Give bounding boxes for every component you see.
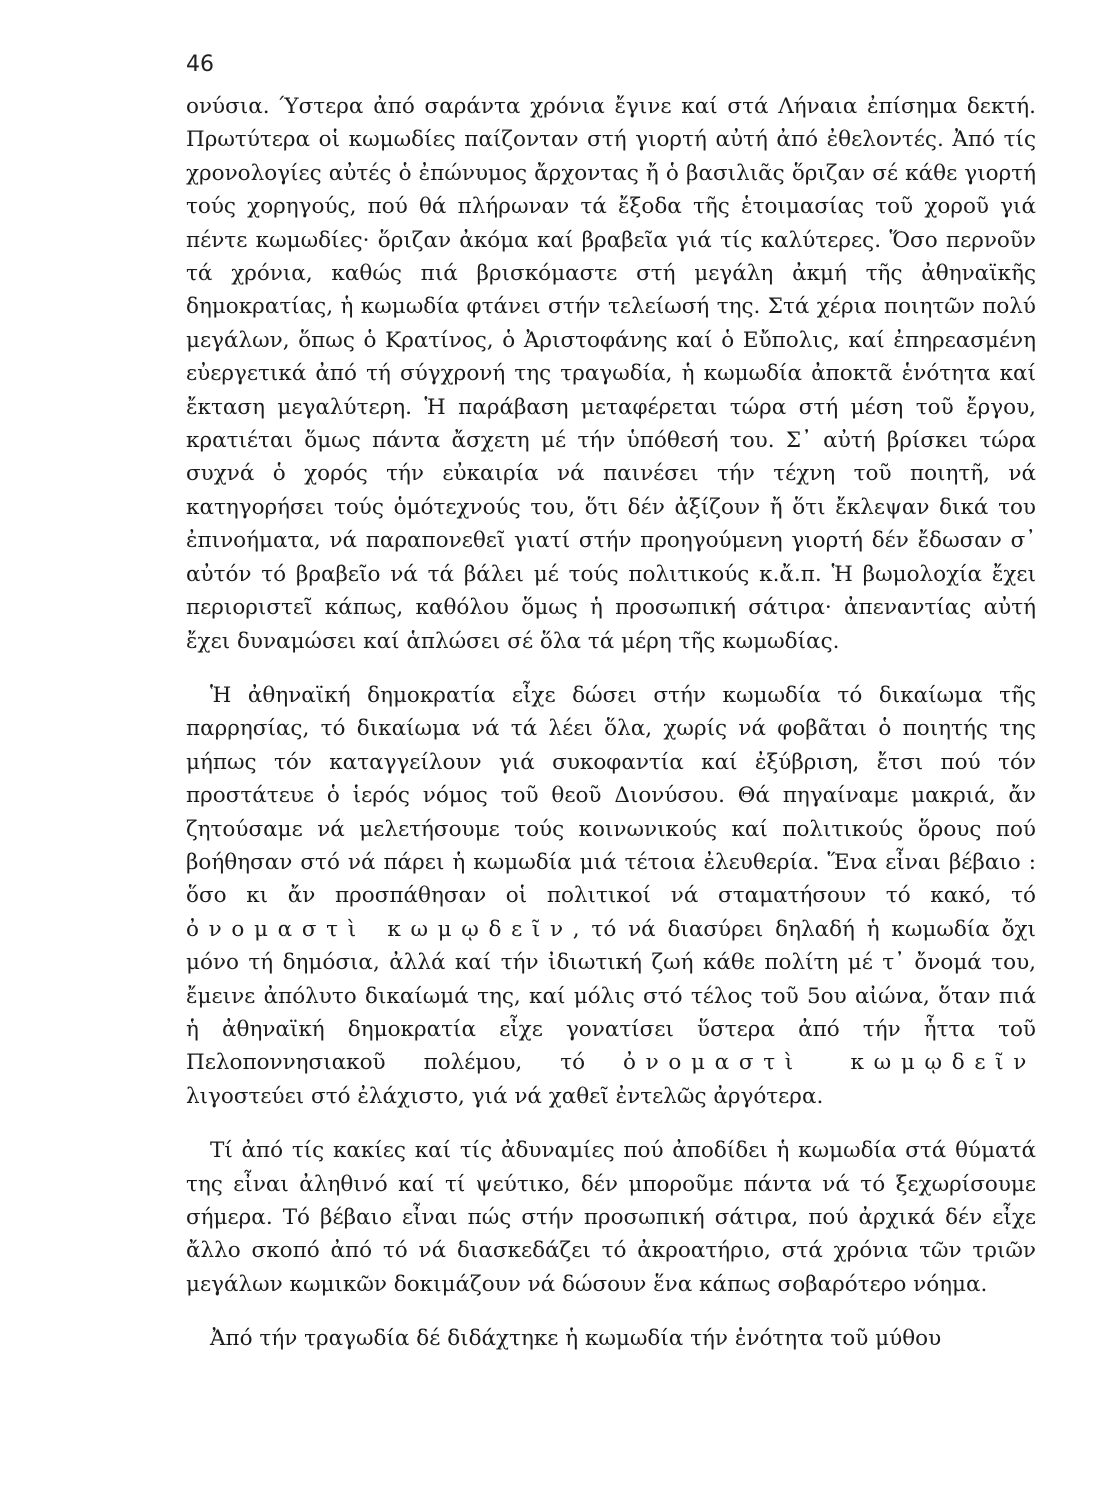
paragraph-3 (186, 1134, 1036, 1301)
text-body (186, 90, 1036, 1356)
paragraph-2-text-a: Ἡ ἀθηναϊκή δημοκρατία εἶχε δώσει στήν κωμωδία τό δικαίωμα τῆς παρρησίας, τό δικαίωμα νά τά λέει ὅλα, χωρίς νά φοβᾶται ὁ ποιητής της μήπως τόν καταγγείλουν γιά συκοφαντία καί ἐξύβριση, ἔτσι πού τόν προστάτευε ὁ ἱερός νόμος τοῦ θεοῦ Διονύσου. Θά πηγαίναμε μακριά, ἄν ζητούσαμε νά μελετήσουμε τούς κοινωνικούς καί πολιτικούς ὅρους πού βοήθησαν στό νά πάρει ἡ κωμωδία μιά τέτοια ἐλευθερία. Ἕνα εἶναι βέβαιο : ὅσο κι ἄν προσπάθησαν οἱ πολιτικοί νά σταματήσουν τό κακό, τό (186, 682, 1036, 909)
paragraph-3-text: Τί ἀπό τίς κακίες καί τίς ἀδυναμίες πού ἀποδίδει ἡ κωμωδία στά θύματά της εἶναι ἀληθινό καί τί ψεύτικο, δέν μποροῦμε πάντα νά τό ξεχωρίσουμε σήμερα. Τό βέβαιο εἶναι πώς στήν προσωπική σάτιρα, πού ἀρχικά δέν εἶχε ἄλλο σκοπό ἀπό τό νά διασκεδάζει τό ἀκροατήριο, στά χρόνια τῶν τριῶν μεγάλων κωμικῶν δοκιμάζουν νά δώσουν ἕνα κάπως σοβαρότερο νόημα. (186, 1138, 1036, 1297)
paragraph-2 (186, 679, 1036, 1113)
paragraph-1-text: ονύσια. Ύστερα ἀπό σαράντα χρόνια ἔγινε καί στά Λήναια ἐπίσημα δεκτή. Πρωτύτερα οἱ κωμωδίες παίζονταν στή γιορτή αὐτή ἀπό ἐθελοντές. Ἀπό τίς χρονολογίες αὐτές ὁ ἐπώνυμος ἄρχοντας ἤ ὁ βασιλιᾶς ὅριζαν σέ κάθε γιορτή τούς χορηγούς, πού θά πλήρωναν τά ἔξοδα τῆς ἑτοιμασίας τοῦ χοροῦ γιά πέντε κωμωδίες· ὅριζαν ἀκόμα καί βραβεῖα γιά τίς καλύτερες. Ὅσο περνοῦν τά χρόνια, καθώς πιά βρισκόμαστε στή μεγάλη ἀκμή τῆς ἀθηναϊκῆς δημοκρατίας, ἡ κωμωδία φτάνει στήν τελείωσή της. Στά χέρια ποιητῶν πολύ μεγάλων, ὅπως ὁ Κρατίνος, ὁ Ἀριστοφάνης καί ὁ Εὔπολις, καί ἐπηρεασμένη εὐεργετικά ἀπό τή σύγχρονή της τραγωδία, ἡ κωμωδία ἀποκτᾶ ἑνότητα καί ἔκταση μεγαλύτερη. Ἡ παράβαση μεταφέρεται τώρα στή μέση τοῦ ἔργου, κρατιέται ὅμως πάντα ἄσχετη μέ τήν ὑπόθεσή του. Σ᾽ αὐτή βρίσκει τώρα συχνά ὁ χορός τήν εὐκαιρία νά παινέσει τήν τέχνη τοῦ ποιητῆ, νά κατηγορήσει τούς ὁμότεχνούς του, ὅτι δέν ἀξίζουν ἤ ὅτι ἔκλεψαν δικά του ἐπινοήματα, νά παραπονεθεῖ γιατί στήν προηγούμενη γιορτή δέν ἔδωσαν σ᾽ αὐτόν τό βραβεῖο νά τά βάλει μέ τούς πολιτικούς κ.ἄ.π. Ἡ βωμολοχία ἔχει περιοριστεῖ κάπως, καθόλου ὅμως ἡ προσωπική σάτιρα· ἀπεναντίας αὐτή ἔχει δυναμώσει καί ἁπλώσει σέ ὅλα τά μέρη τῆς κωμωδίας. (186, 94, 1036, 654)
paragraph-2-text-c: λιγοστεύει στό ἐλάχιστο, γιά νά χαθεῖ ἐντελῶς ἀργότερα. (186, 1083, 824, 1109)
paragraph-2-text-b: , τό νά διασύρει δηλαδή ἡ κωμωδία ὄχι μόνο τή δημόσια, ἀλλά καί τήν ἰδιωτική ζωή κάθε πολίτη μέ τ᾽ ὄνομά του, ἔμεινε ἀπόλυτο δικαίωμά της, καί μόλις στό τέλος τοῦ 5ου αἰώνα, ὅταν πιά ἡ ἀθηναϊκή δημοκρατία εἶχε γονατίσει ὕστερα ἀπό τήν ἧττα τοῦ Πελοποννησιακοῦ πολέμου, τό (186, 916, 1036, 1076)
paragraph-2-spaced-phrase-1: ὀνομαστὶ κωμῳδεῖν (186, 916, 573, 942)
paragraph-2-spaced-phrase-2: ὀνομαστὶ κωμῳδεῖν (623, 1050, 1036, 1076)
paragraph-4 (186, 1322, 1036, 1355)
page-number: 46 (186, 52, 214, 77)
paragraph-4-text: Ἀπό τήν τραγωδία δέ διδάχτηκε ἡ κωμωδία τήν ἑνότητα τοῦ μύθου (210, 1326, 942, 1352)
paragraph-1 (186, 90, 1036, 658)
